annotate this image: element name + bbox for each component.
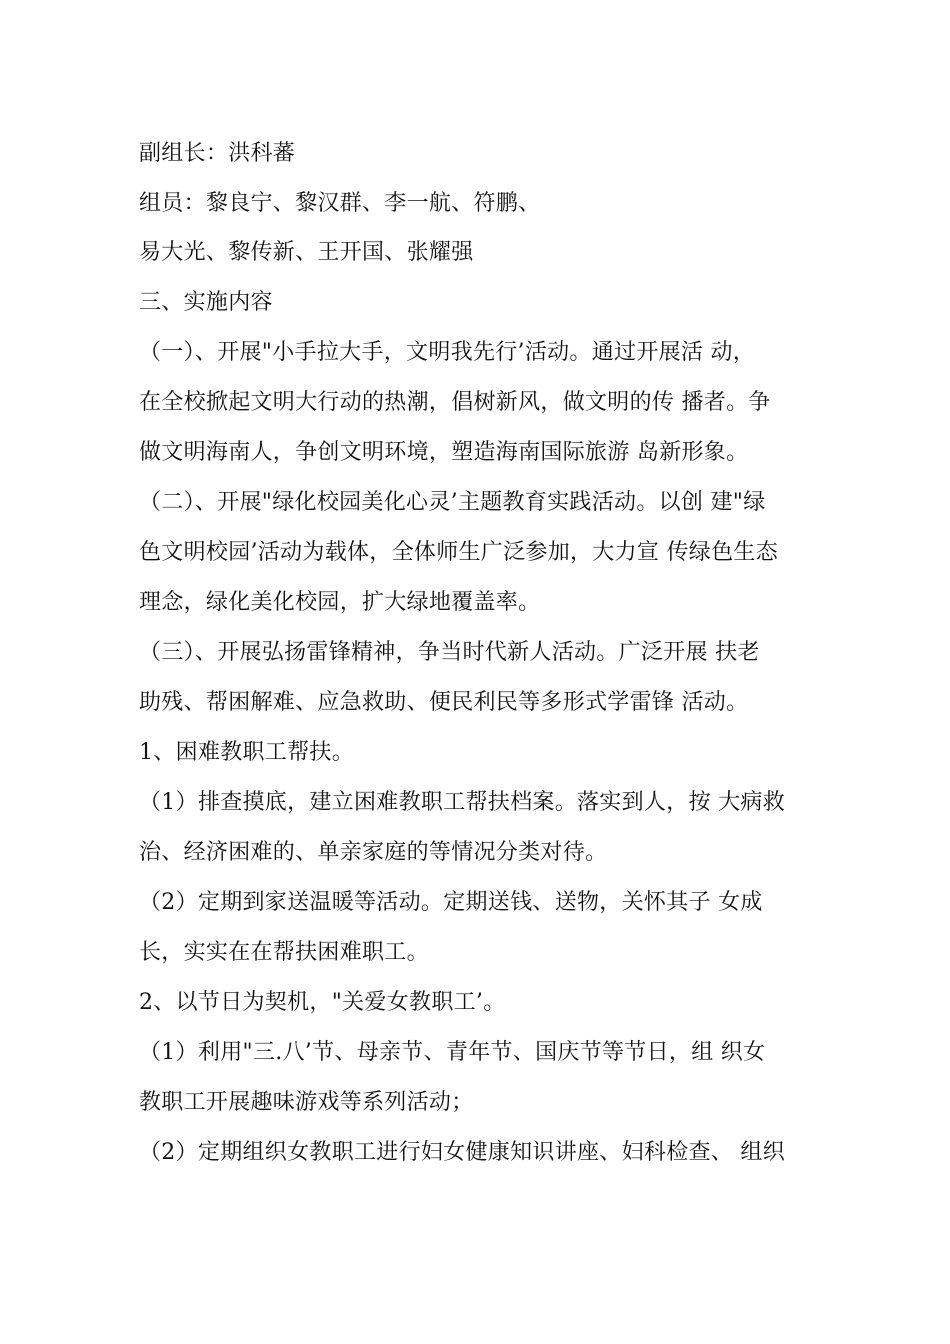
paragraph-line: 长，实实在在帮扶困难职工。 [139,940,429,965]
section-heading-implementation: 三、实施内容 [139,290,273,315]
text-line-deputy-leader: 副组长：洪科蕃 [139,141,296,166]
paragraph-line: （三）、开展弘扬雷锋精神，争当时代新人活动。广泛开展 扶老 [139,640,760,665]
subheading-line: 1、困难教职工帮扶。 [139,740,354,765]
paragraph-line: （1）利用"三.八’节、母亲节、青年节、国庆节等节日，组 织女 [139,1040,766,1065]
paragraph-line: （2）定期到家送温暖等活动。定期送钱、送物，关怀其子 女成 [139,890,763,915]
text-line-members-cont: 易大光、黎传新、王开国、张耀强 [139,240,474,265]
paragraph-line: （2）定期组织女教职工进行妇女健康知识讲座、妇科检查、 组织 [139,1140,785,1165]
paragraph-line: 助残、帮困解难、应急救助、便民利民等多形式学雷锋 活动。 [139,690,749,715]
paragraph-line: 理念，绿化美化校园，扩大绿地覆盖率。 [139,590,541,615]
paragraph-line: （一）、开展"小手拉大手，文明我先行’活动。通过开展活 动， [139,340,756,365]
paragraph-line: 教职工开展趣味游戏等系列活动； [139,1090,474,1115]
paragraph-line: （二）、开展"绿化校园美化心灵’主题教育实践活动。以创 建"绿 [139,490,766,515]
paragraph-line: 在全校掀起文明大行动的热潮，倡树新风，做文明的传 播者。争 [139,390,771,415]
text-line-members: 组员：黎良宁、黎汉群、李一航、符鹏、 [139,191,541,216]
subheading-line: 2、以节日为契机，"关爱女教职工’。 [139,990,506,1015]
paragraph-line: 治、经济困难的、单亲家庭的等情况分类对待。 [139,840,608,865]
paragraph-line: （1）排查摸底，建立困难教职工帮扶档案。落实到人，按 大病救 [139,790,785,815]
paragraph-line: 色文明校园’活动为载体，全体师生广泛参加，大力宣 传绿色生态 [139,540,778,565]
paragraph-line: 做文明海南人，争创文明环境，塑造海南国际旅游 岛新形象。 [139,440,749,465]
